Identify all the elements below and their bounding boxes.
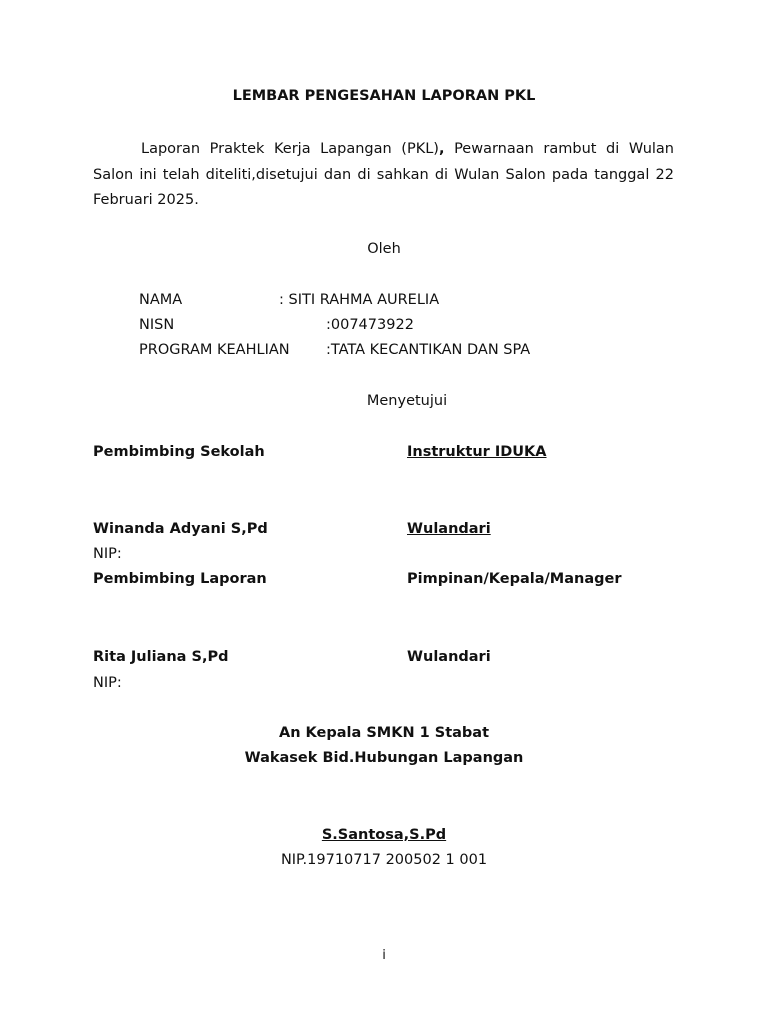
nama-label: NAMA xyxy=(139,292,183,308)
headmaster-nip: NIP.19710717 200502 1 001 xyxy=(280,852,488,868)
school-supervisor-name: Winanda Adyani S,Pd xyxy=(93,521,268,537)
nisn-value: :007473922 xyxy=(326,317,414,333)
document-title: LEMBAR PENGESAHAN LAPORAN PKL xyxy=(232,88,536,104)
report-supervisor-nip: NIP: xyxy=(93,675,122,691)
report-supervisor-name: Rita Juliana S,Pd xyxy=(93,649,229,665)
nisn-label: NISN xyxy=(139,317,175,333)
school-supervisor-title: Pembimbing Sekolah xyxy=(93,444,265,460)
paragraph-part-1: Laporan Praktek Kerja Lapangan (PKL) xyxy=(141,141,439,157)
oleh-label: Oleh xyxy=(367,241,401,257)
paragraph-comma: , xyxy=(438,141,445,157)
nama-value: : SITI RAHMA AURELIA xyxy=(279,292,440,308)
report-supervisor-title: Pembimbing Laporan xyxy=(93,571,267,587)
headmaster-line-2: Wakasek Bid.Hubungan Lapangan xyxy=(244,750,524,766)
manager-title: Pimpinan/Kepala/Manager xyxy=(407,571,622,587)
program-label: PROGRAM KEAHLIAN xyxy=(139,342,290,358)
headmaster-name-text: S.Santosa,S.Pd xyxy=(321,827,447,843)
menyetujui-label: Menyetujui xyxy=(366,393,448,409)
paragraph-part-2: Pewarnaan rambut di Wulan Salon ini telah diteliti,disetujui dan di sahkan di Wulan Salon pada tanggal 22 Februari 2025. xyxy=(93,141,674,208)
headmaster-name xyxy=(0,826,768,844)
program-value: :TATA KECANTIKAN DAN SPA xyxy=(326,342,531,358)
iduka-instructor-name: Wulandari xyxy=(407,521,491,537)
headmaster-line-1: An Kepala SMKN 1 Stabat xyxy=(278,725,490,741)
approval-paragraph xyxy=(93,137,674,214)
iduka-instructor-title: Instruktur IDUKA xyxy=(407,444,547,460)
manager-name: Wulandari xyxy=(407,649,491,665)
page-number: i xyxy=(382,948,386,963)
school-supervisor-nip: NIP: xyxy=(93,546,122,562)
